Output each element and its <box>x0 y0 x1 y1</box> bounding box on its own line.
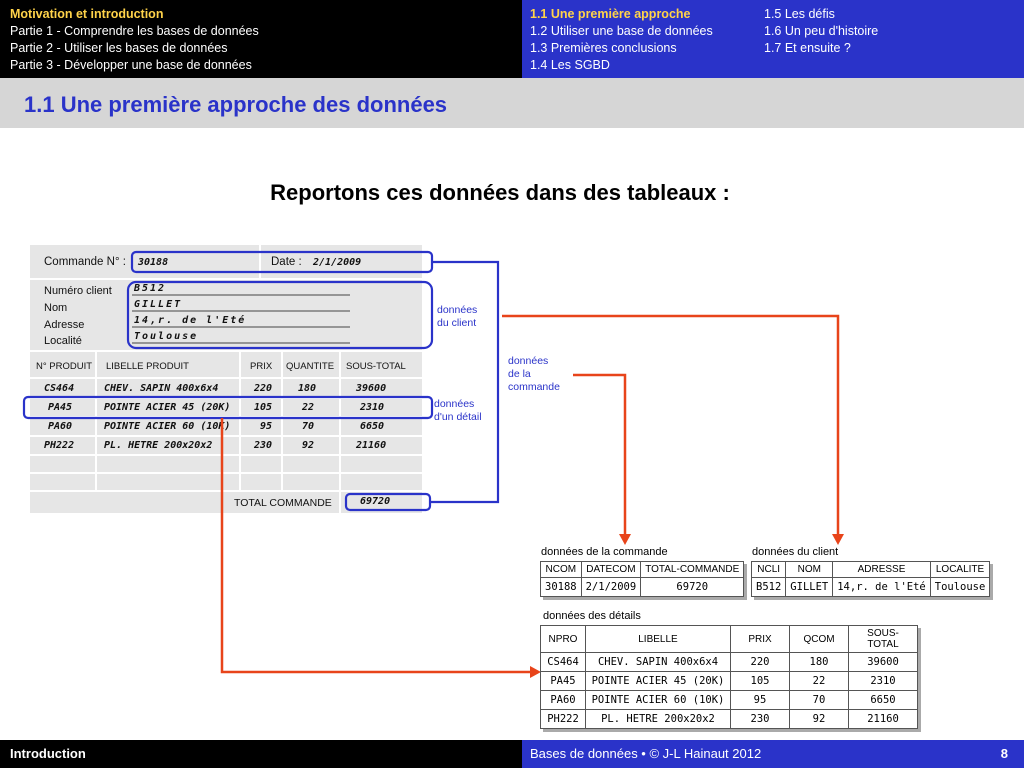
form-row-soustotal: 6650 <box>360 421 385 432</box>
form-commande-value: 30188 <box>138 257 169 268</box>
form-value-adresse: 14,r. de l'Eté <box>134 315 247 326</box>
cell-npro: CS464 <box>541 653 586 672</box>
form-date-label: Date : <box>271 256 302 268</box>
arrow-client-line <box>502 316 838 536</box>
cell-prix: 95 <box>731 691 790 710</box>
form-row-prix: 230 <box>254 440 273 451</box>
nav-section-part2[interactable]: Partie 2 - Utiliser les bases de données <box>10 41 228 55</box>
nav-section-intro[interactable]: Motivation et introduction <box>10 7 164 21</box>
cell-prix: 230 <box>731 710 790 729</box>
cell-nom: GILLET <box>786 578 833 597</box>
annotation-commande <box>508 355 560 394</box>
form-label-localite: Localité <box>44 335 82 347</box>
cell-prix: 220 <box>731 653 790 672</box>
column-header-adresse: ADRESSE <box>833 562 931 578</box>
footer-section: Introduction <box>0 740 522 768</box>
cell-npro: PA60 <box>541 691 586 710</box>
table-commande <box>540 561 744 597</box>
nav-subsections <box>522 0 1024 78</box>
cell-adresse: 14,r. de l'Eté <box>833 578 931 597</box>
cell-npro: PA45 <box>541 672 586 691</box>
form-header-prix: PRIX <box>250 361 273 372</box>
slide-subtitle: Reportons ces données dans des tableaux : <box>270 180 730 205</box>
form-row-prix: 95 <box>260 421 273 432</box>
column-header-sous-total: SOUS-TOTAL <box>849 626 918 653</box>
nav-sub-1-2[interactable]: 1.2 Utiliser une base de données <box>530 24 713 38</box>
form-row-libelle: POINTE ACIER 45 (20K) <box>104 402 231 413</box>
table-header-row <box>541 626 918 653</box>
nav-sub-1-1[interactable]: 1.1 Une première approche <box>530 7 691 21</box>
nav-section-part1[interactable]: Partie 1 - Comprendre les bases de données <box>10 24 259 38</box>
cell-qcom: 22 <box>790 672 849 691</box>
annotation-commande-line: commande <box>508 381 560 393</box>
form-row-quantite: 70 <box>302 421 315 432</box>
order-form-image <box>30 245 422 513</box>
column-header-datecom: DATECOM <box>581 562 641 578</box>
cell-sous-total: 2310 <box>849 672 918 691</box>
arrow-commande-line <box>573 375 625 536</box>
column-header-ncom: NCOM <box>541 562 582 578</box>
arrow-client-head <box>832 534 844 545</box>
table-header-row <box>752 562 990 578</box>
cell-libelle: POINTE ACIER 45 (20K) <box>586 672 731 691</box>
table-row <box>541 691 918 710</box>
cell-qcom: 70 <box>790 691 849 710</box>
column-header-ncli: NCLI <box>752 562 786 578</box>
form-header-libelle: LIBELLE PRODUIT <box>106 361 189 372</box>
caption-client: données du client <box>752 546 839 558</box>
form-total-label: TOTAL COMMANDE <box>234 497 332 509</box>
form-row-libelle: POINTE ACIER 60 (10K) <box>104 421 231 432</box>
table-header-row <box>541 562 744 578</box>
nav-subsection-col1 <box>530 6 713 74</box>
form-row-produit: PH222 <box>44 440 75 451</box>
form-row-produit: CS464 <box>44 383 75 394</box>
form-row-prix: 220 <box>254 383 273 394</box>
column-header-total-commande: TOTAL-COMMANDE <box>641 562 744 578</box>
cell-sous-total: 21160 <box>849 710 918 729</box>
cell-localite: Toulouse <box>930 578 990 597</box>
nav-subsection-col2 <box>764 6 878 57</box>
cell-sous-total: 6650 <box>849 691 918 710</box>
form-label-nom: Nom <box>44 302 68 314</box>
footer-bar <box>522 740 1024 768</box>
table-row <box>541 710 918 729</box>
form-row-quantite: 180 <box>298 383 317 394</box>
form-header-quantite: QUANTITE <box>286 361 335 372</box>
form-header-produit: N° PRODUIT <box>36 361 93 372</box>
annotation-client-line: du client <box>437 317 477 329</box>
page-title: 1.1 Une première approche des données <box>24 92 448 117</box>
annotation-commande-line: de la <box>508 368 531 380</box>
cell-qcom: 180 <box>790 653 849 672</box>
form-row-produit: PA45 <box>48 402 73 413</box>
nav-section-part3[interactable]: Partie 3 - Développer une base de données <box>10 58 252 72</box>
nav-sections <box>0 0 522 78</box>
annotation-commande-line: données <box>508 355 549 367</box>
table-row <box>541 578 744 597</box>
form-total-value: 69720 <box>360 496 391 507</box>
column-header-npro: NPRO <box>541 626 586 653</box>
column-header-qcom: QCOM <box>790 626 849 653</box>
column-header-libelle: LIBELLE <box>586 626 731 653</box>
cell-total-commande: 69720 <box>641 578 744 597</box>
nav-sub-1-4[interactable]: 1.4 Les SGBD <box>530 58 610 72</box>
nav-sub-1-5[interactable]: 1.5 Les défis <box>764 7 835 21</box>
annotation-detail <box>434 398 482 424</box>
cell-ncom: 30188 <box>541 578 582 597</box>
table-client <box>751 561 990 597</box>
cell-npro: PH222 <box>541 710 586 729</box>
cell-libelle: PL. HETRE 200x20x2 <box>586 710 731 729</box>
form-row-soustotal: 39600 <box>356 383 387 394</box>
form-date-value: 2/1/2009 <box>313 257 362 268</box>
form-value-nom: GILLET <box>134 299 183 310</box>
form-row-soustotal: 2310 <box>360 402 385 413</box>
cell-datecom: 2/1/2009 <box>581 578 641 597</box>
bracket-commande <box>430 262 498 502</box>
table-details <box>540 625 918 729</box>
cell-libelle: CHEV. SAPIN 400x6x4 <box>586 653 731 672</box>
page-number: 8 <box>1000 746 1008 761</box>
cell-sous-total: 39600 <box>849 653 918 672</box>
form-row-libelle: PL. HETRE 200x20x2 <box>104 440 213 451</box>
annotation-client-line: données <box>437 304 478 316</box>
form-value-localite: Toulouse <box>134 331 199 342</box>
cell-prix: 105 <box>731 672 790 691</box>
form-label-numero-client: Numéro client <box>44 285 112 297</box>
cell-ncli: B512 <box>752 578 786 597</box>
footer-course-credit: Bases de données • © J-L Hainaut 2012 <box>530 746 762 761</box>
caption-details: données des détails <box>543 610 641 622</box>
form-value-numero-client: B512 <box>134 283 167 294</box>
nav-sub-1-6[interactable]: 1.6 Un peu d'histoire <box>764 24 879 38</box>
form-row-prix: 105 <box>254 402 273 413</box>
form-row-produit: PA60 <box>48 421 73 432</box>
cell-qcom: 92 <box>790 710 849 729</box>
form-header-soustotal: SOUS-TOTAL <box>346 361 406 372</box>
column-header-prix: PRIX <box>731 626 790 653</box>
column-header-nom: NOM <box>786 562 833 578</box>
cell-libelle: POINTE ACIER 60 (10K) <box>586 691 731 710</box>
table-row <box>541 653 918 672</box>
form-row-libelle: CHEV. SAPIN 400x6x4 <box>104 383 219 394</box>
form-row-quantite: 92 <box>302 440 315 451</box>
annotation-detail-line: d'un détail <box>434 411 482 423</box>
form-row-quantite: 22 <box>302 402 315 413</box>
nav-sub-1-3[interactable]: 1.3 Premières conclusions <box>530 41 677 55</box>
column-header-localite: LOCALITE <box>930 562 990 578</box>
form-label-adresse: Adresse <box>44 319 85 331</box>
caption-commande: données de la commande <box>541 546 668 558</box>
arrow-commande-head <box>619 534 631 545</box>
table-row <box>541 672 918 691</box>
form-row-soustotal: 21160 <box>356 440 387 451</box>
annotation-client <box>437 304 477 330</box>
table-row <box>752 578 990 597</box>
nav-sub-1-7[interactable]: 1.7 Et ensuite ? <box>764 41 851 55</box>
form-commande-label: Commande N° : <box>44 256 126 268</box>
annotation-detail-line: données <box>434 398 475 410</box>
